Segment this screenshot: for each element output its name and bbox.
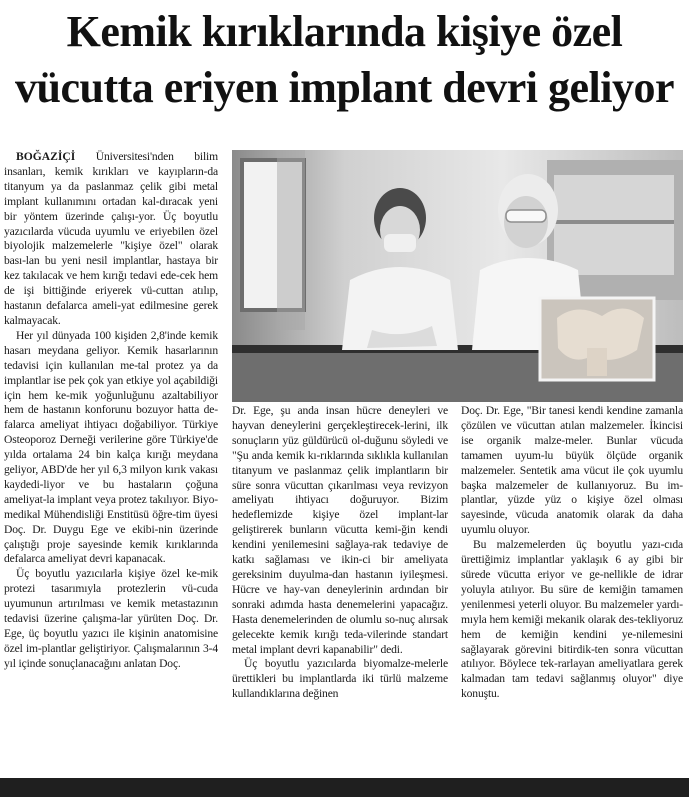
article-column-3	[461, 404, 683, 702]
article-paragraph: Dr. Ege, şu anda insan hücre deneyleri ve hayvan deneylerini gerçekleştirecek-lerini, ilk sonuçların yüz güldürücü ol-duğunu söyledi ve "Şu anda kemik kı-rıklarında sıklıkla kullanılan titanyum ve paslanmaz çelik implantların bir süre sonra vücuttan çıkarılması veya revizyon ameliyatı ihtiyacı doğuruyor. Bizim hedeflemizde kişiye özel implant-lar geliştirerek bunların vücutta kemi-ğin kendi kendini yenilemesini sağlaya-rak tedaviye de katkı sağlaması ve ikin-ci bir ameliyata gereksinim duyulma-dan hastanın iyileşmesi. Hücre ve hay-van deneylerinin ardından bir sonraki adımda hasta denemelerini yapacağız. Hasta denemelerinden de olumlu so-nuç alırsak gelecekte kemik kırığı teda-vilerinde standart metal implant devri kapanabilir" dedi.	[232, 404, 448, 656]
article-column-2	[232, 404, 448, 702]
article-paragraph: Her yıl dünyada 100 kişiden 2,8'inde kemik hasarı meydana geliyor. Kemik hasarlarının tedavisi için kullanılan me-tal protez ya da implantlar ise pek çok yan etkiye yol açabildiği için hem ke-mik yoğunluğunu azaltabiliyor hem de hastanın konforunu bozuyor hatta de-falarca ameliyat ihtiyacı doğabiliyor. Türkiye Osteoporoz Derneği verilerine göre Türkiye'de yılda ortalama 24 bin kalça kırığı meydana geliyor, ABD'de her yıl 6,3 milyon kırık vakası kaydedi-liyor ve bu hastaların çoğuna ameliyat-la implant veya protez takılıyor. Biyo-medikal Mühendisliği Enstitüsü öğre-tim üyesi Doç. Dr. Duygu Ege ve ekibi-nin üzerinde çalıştığı proje sayesinde kemik kırıklarında defalarca ameliyat devri kapanacak.	[4, 328, 218, 566]
article-paragraph: Üç boyutlu yazıcılarda biyomalze-melerle ürettikleri bu implantlarda iki türlü malzeme kullandıklarına değinen	[232, 657, 448, 701]
lab-scientists-image	[232, 150, 683, 402]
lead-word: BOĞAZİÇİ	[16, 150, 76, 163]
headline-line-1: Kemik kırıklarında kişiye özel	[66, 7, 623, 56]
lab-photo	[232, 150, 683, 402]
page-bottom-bar	[0, 778, 689, 797]
article-paragraph: Bu malzemelerden üç boyutlu yazı-cıda ürettiğimiz implantlar yaklaşık 6 ay gibi bir sürede vücutta eriyor ve ge-nellikle de idrar yoluyla atılıyor. Bu süre de kemiğin tamamen yenilenmesi yeterli oluyor. Bu malzemeler yardı-mıyla hem kemiği mekanik olarak des-tekliyoruz hem de kemiğin kendini ye-nilemesini sağlayarak görevini bitirdik-ten sonra vücuttan atılıyor. Böylece tek-rarlayan ameliyatlara gerek kalmadan tam tedavi sağlanmış oluyor" diye konuştu.	[461, 538, 683, 701]
article-paragraph: Doç. Dr. Ege, "Bir tanesi kendi kendine zamanla çözülen ve vücuttan atılan malzemeler. İkincisi ise organik malze-meler. Bunlar vücuda tamamen uyum-lu büyük ölçüde organik malzemeler. Sentetik ama vücut ile çok uyumlu başka malzemeler de kullanıyoruz. Bu im-plantlar, yüzde yüz o kişiye özel olması sayesinde, vücuda anatomik olarak da daha uyumlu oluyor.	[461, 404, 683, 537]
article-paragraph: Üç boyutlu yazıcılarla kişiye özel ke-mik protezi tasarımıyla protezlerin vü-cuda uyumunun artırılması ve kemik metastazının tedavisi üzerine çalışma-lar yürüten Doç. Dr. Ege, üç boyutlu yazıcı ile kişinin anatomisine özel im-plantlar geliştiriyor. Çalışmalarının 3-4 yıl içinde sonuçlanacağını anlatan Doç.	[4, 567, 218, 670]
headline-line-2: vücutta eriyen implant devri geliyor	[14, 63, 674, 112]
headline	[0, 4, 689, 116]
article-column-1	[4, 150, 218, 672]
article-paragraph: BOĞAZİÇİ Üniversitesi'nden bilim insanları, kemik kırıkları ve kayıpların-da titanyum ya da paslanmaz çelik gibi metal implant kullanımını ortadan kal-dıracak yeni bir yöntem üzerinde çalışı-yor. Üç boyutlu yazıcılarda vücuda uyumlu ve eriyebilen özel biyolojik malzemelerle "kişiye özel" olarak bası-lan bu yeni nesil implantlar, hastaya bir kez takılacak ve hem kırığı tedavi ede-cek hem de işi bittiğinde eriyerek vü-cuttan atılıp, hastanın defalarca ameli-yat edilmesine gerek kalmayacak.	[4, 150, 218, 327]
